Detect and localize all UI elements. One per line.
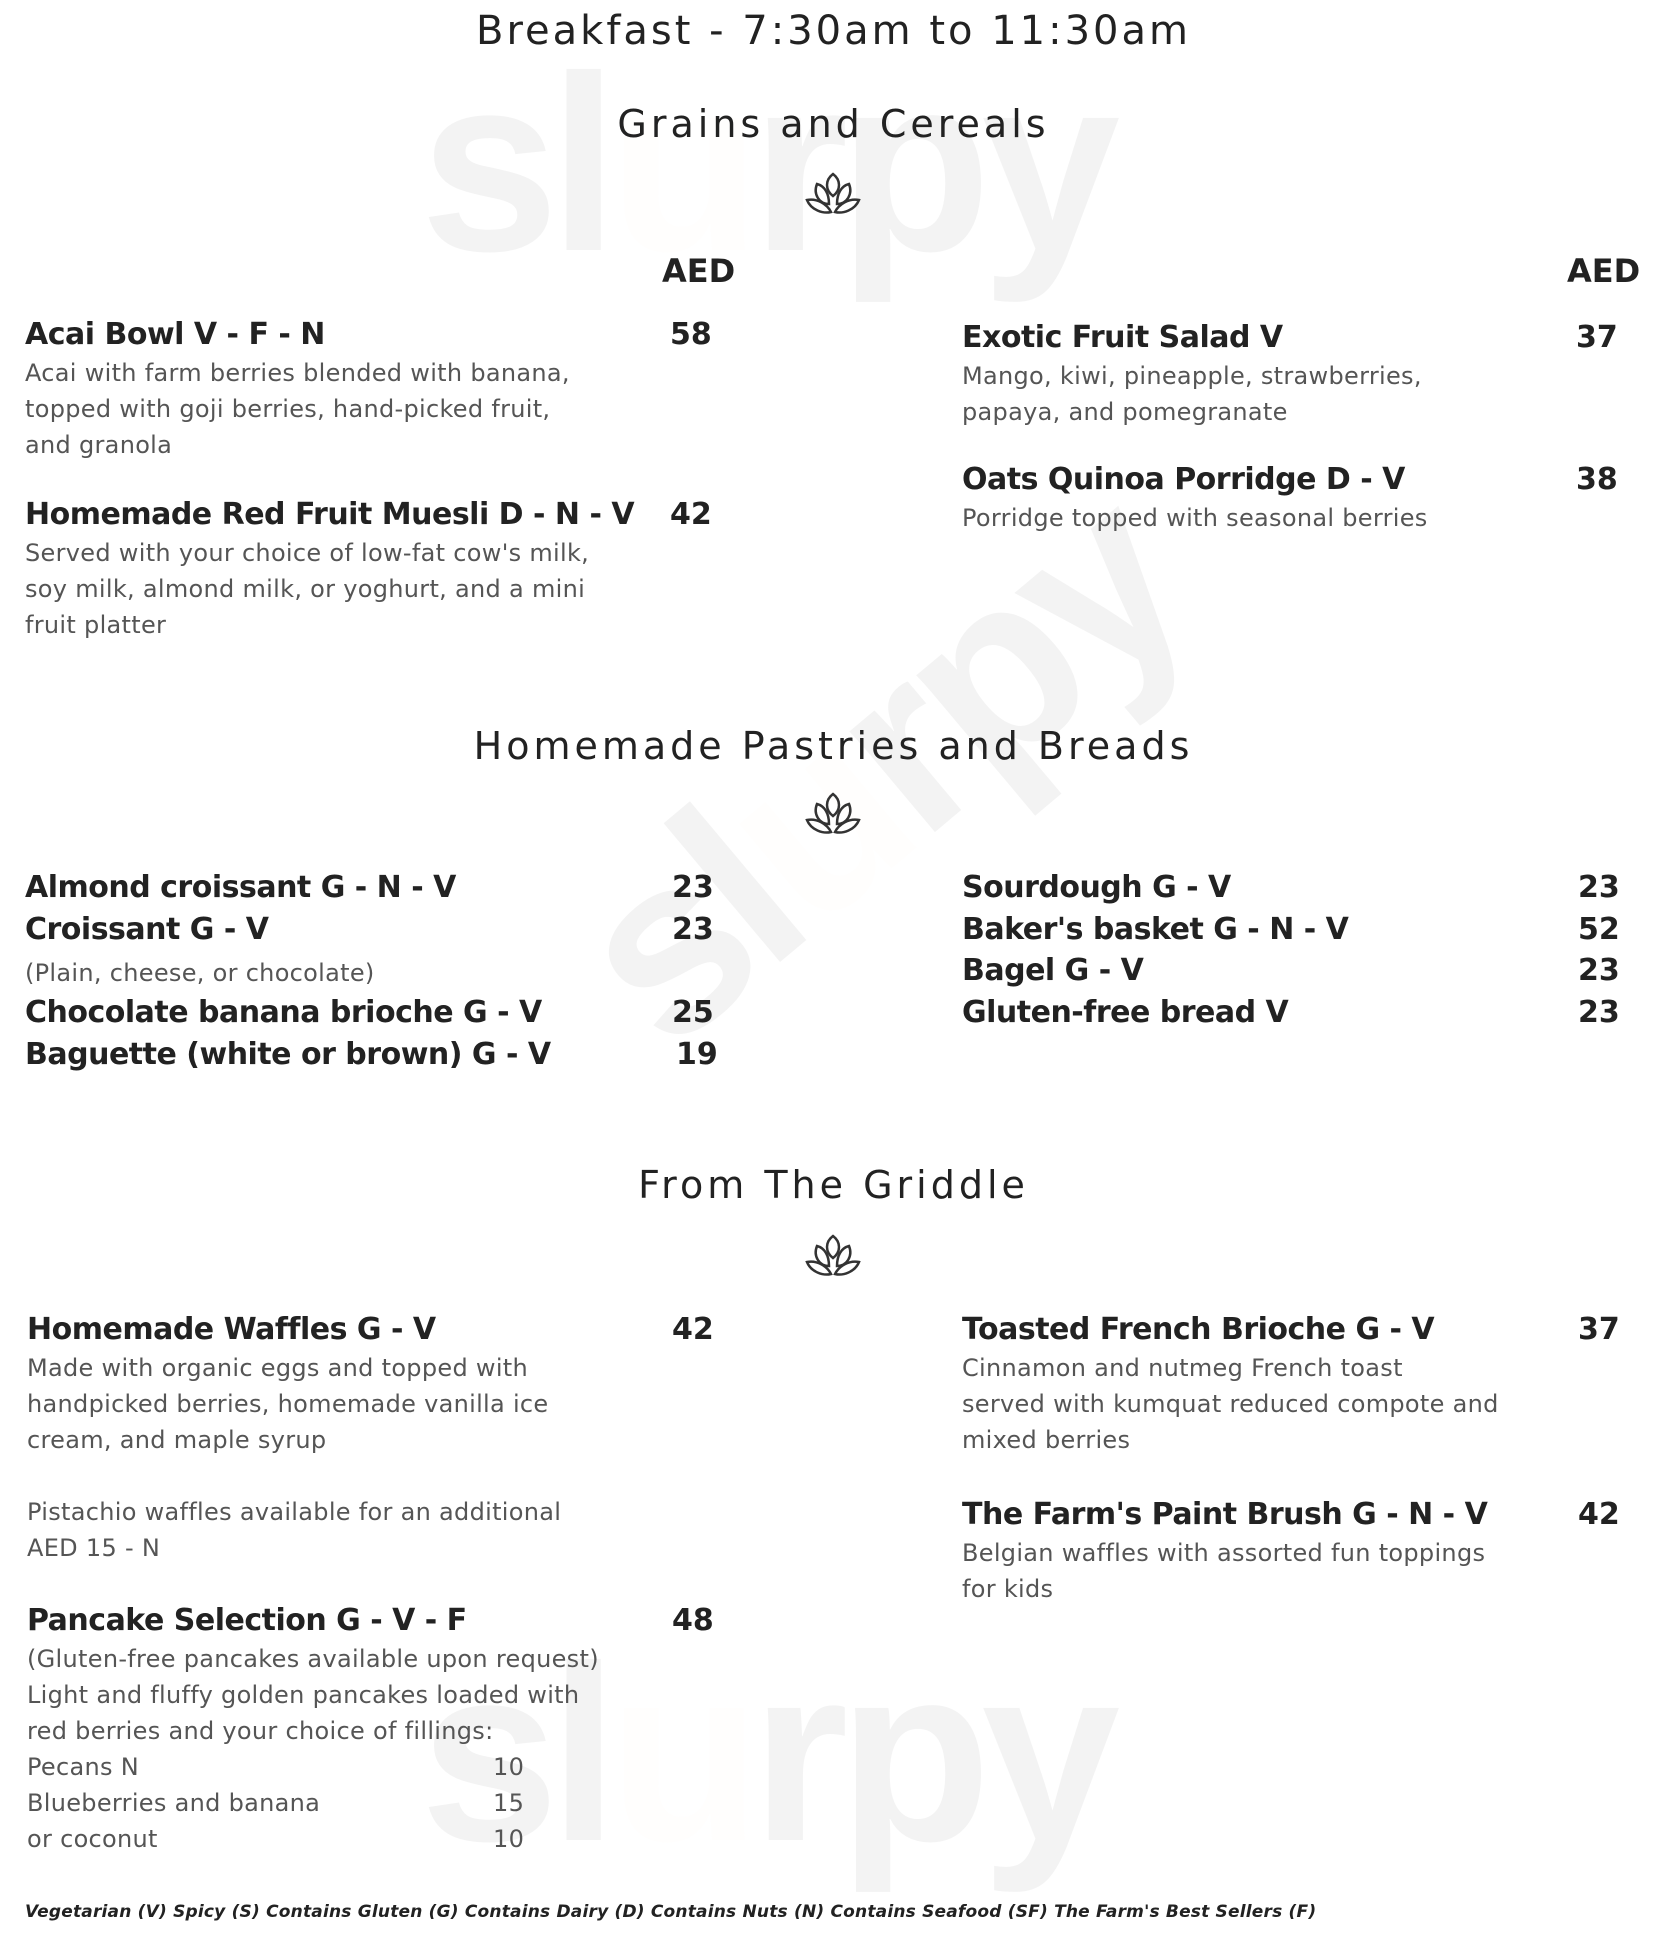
menu-item-price: 19 bbox=[676, 1037, 718, 1072]
filling-name: Pecans N bbox=[27, 1753, 139, 1781]
menu-item-price: 23 bbox=[672, 870, 714, 905]
dietary-legend: Vegetarian (V) Spicy (S) Contains Gluten (G) Contains Dairy (D) Contains Nuts (N) Contains Seafood (SF) The Farm's Best Sellers (F) bbox=[25, 1902, 1317, 1922]
artichoke-emblem-icon bbox=[803, 1232, 863, 1280]
menu-item-description: Belgian waffles with assorted fun toppings for kids bbox=[962, 1539, 1486, 1603]
menu-item-description: Cinnamon and nutmeg French toast served with kumquat reduced compote and mixed berries bbox=[962, 1354, 1499, 1454]
menu-item-price: 38 bbox=[1576, 462, 1618, 497]
menu-item-price: 23 bbox=[1578, 953, 1620, 988]
menu-item-name: Oats Quinoa Porridge D - V bbox=[962, 462, 1405, 497]
artichoke-emblem-icon bbox=[803, 170, 863, 218]
menu-item-name: Almond croissant G - N - V bbox=[25, 870, 456, 905]
menu-item-price: 25 bbox=[672, 995, 714, 1030]
menu-item-price: 37 bbox=[1576, 320, 1618, 355]
menu-item-price: 42 bbox=[672, 1312, 714, 1347]
currency-label: AED bbox=[662, 252, 736, 290]
menu-item-name: Homemade Red Fruit Muesli D - N - V bbox=[25, 497, 635, 532]
filling-name: or coconut bbox=[27, 1825, 158, 1853]
artichoke-emblem-icon bbox=[803, 790, 863, 838]
menu-item-price: 48 bbox=[672, 1603, 714, 1638]
menu-item-price: 52 bbox=[1578, 912, 1620, 947]
currency-label: AED bbox=[1567, 252, 1641, 290]
section-title-grains: Grains and Cereals bbox=[617, 102, 1050, 146]
menu-item-name: Gluten-free bread V bbox=[962, 995, 1289, 1030]
page-title: Breakfast - 7:30am to 11:30am bbox=[476, 8, 1191, 54]
menu-item-name: Acai Bowl V - F - N bbox=[25, 317, 325, 352]
menu-item-description: (Gluten-free pancakes available upon request) Light and fluffy golden pancakes loaded with red berries and your choice of fillings: bbox=[27, 1645, 599, 1745]
menu-item-price: 42 bbox=[670, 497, 712, 532]
menu-item-name: Homemade Waffles G - V bbox=[27, 1312, 436, 1347]
menu-item-name: Croissant G - V bbox=[25, 912, 269, 947]
menu-item-description: Mango, kiwi, pineapple, strawberries, papaya, and pomegranate bbox=[962, 362, 1422, 426]
menu-item-description: Made with organic eggs and topped with handpicked berries, homemade vanilla ice cream, and maple syrup bbox=[27, 1354, 549, 1454]
menu-item-name: Pancake Selection G - V - F bbox=[27, 1603, 467, 1638]
menu-item-description: Served with your choice of low-fat cow's milk, soy milk, almond milk, or yoghurt, and a mini fruit platter bbox=[25, 539, 590, 639]
filling-price: 10 bbox=[493, 1753, 525, 1781]
menu-item-name: Baker's basket G - N - V bbox=[962, 912, 1349, 947]
menu-item-description: Porridge topped with seasonal berries bbox=[962, 504, 1428, 532]
menu-item-price: 42 bbox=[1578, 1497, 1620, 1532]
menu-item-name: Toasted French Brioche G - V bbox=[962, 1312, 1435, 1347]
menu-item-price: 23 bbox=[1578, 870, 1620, 905]
menu-item-name: Bagel G - V bbox=[962, 953, 1144, 988]
menu-item-name: Baguette (white or brown) G - V bbox=[25, 1037, 551, 1072]
menu-item-name: Chocolate banana brioche G - V bbox=[25, 995, 542, 1030]
menu-item-price: 23 bbox=[1578, 995, 1620, 1030]
menu-item-description: Acai with farm berries blended with banana, topped with goji berries, hand-picked fruit, and granola bbox=[25, 359, 570, 459]
menu-item-name: The Farm's Paint Brush G - N - V bbox=[962, 1497, 1488, 1532]
menu-item-price: 23 bbox=[672, 912, 714, 947]
menu-item-name: Sourdough G - V bbox=[962, 870, 1231, 905]
watermark bbox=[420, 20, 1110, 307]
filling-price: 10 bbox=[493, 1825, 525, 1853]
section-title-pastries: Homemade Pastries and Breads bbox=[473, 724, 1194, 768]
menu-item-price: 37 bbox=[1578, 1312, 1620, 1347]
menu-item-price: 58 bbox=[670, 317, 712, 352]
menu-item-note: (Plain, cheese, or chocolate) bbox=[25, 959, 375, 987]
menu-item-name: Exotic Fruit Salad V bbox=[962, 320, 1283, 355]
filling-price: 15 bbox=[493, 1789, 525, 1817]
filling-name: Blueberries and banana bbox=[27, 1789, 321, 1817]
menu-item-extra: Pistachio waffles available for an additional AED 15 - N bbox=[27, 1498, 562, 1562]
section-title-griddle: From The Griddle bbox=[638, 1163, 1029, 1207]
